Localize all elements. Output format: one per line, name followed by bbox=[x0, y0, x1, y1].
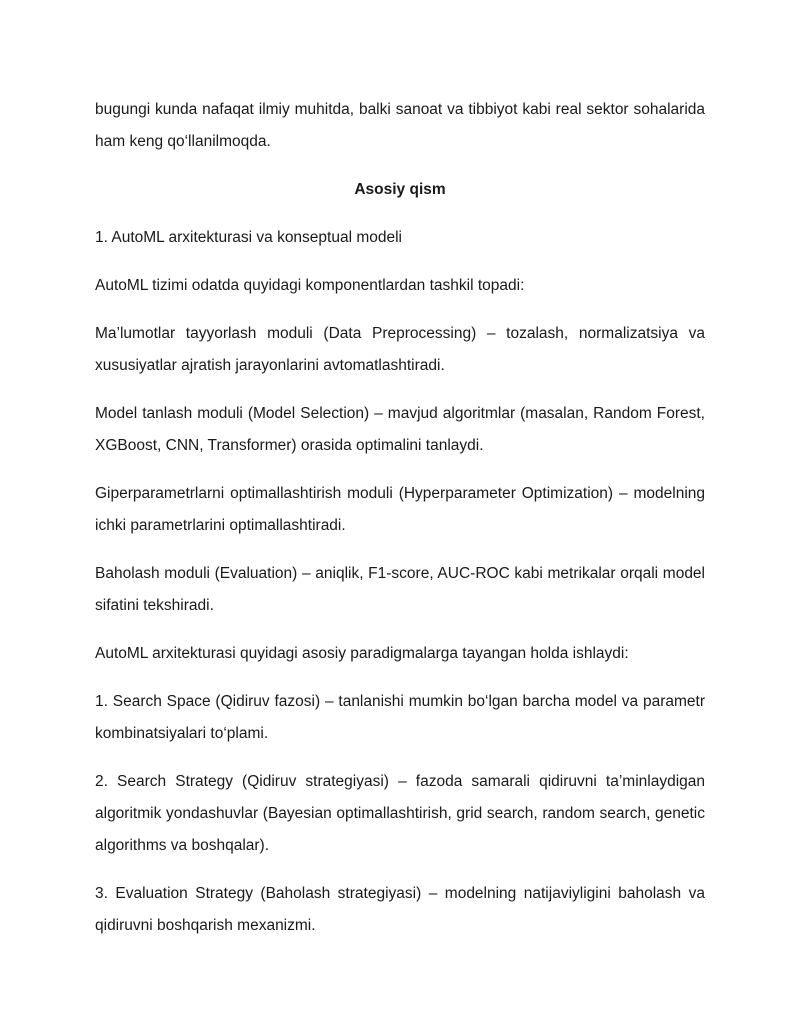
component-evaluation: Baholash moduli (Evaluation) – aniqlik, F1-score, AUC-ROC kabi metrikalar orqali model sifatini tekshiradi. bbox=[95, 565, 705, 614]
intro-paragraph-continuation: bugungi kunda nafaqat ilmiy muhitda, balki sanoat va tibbiyot kabi real sektor sohalarida ham keng qo‘llanilmoqda. bbox=[95, 101, 705, 150]
section-heading: Asosiy qism bbox=[354, 181, 446, 198]
paradigms-intro: AutoML arxitekturasi quyidagi asosiy paradigmalarga tayangan holda ishlaydi: bbox=[95, 645, 629, 662]
component-hyperparameter-optimization: Giperparametrlarni optimallashtirish moduli (Hyperparameter Optimization) – modelning ichki parametrlarini optimallashtiradi. bbox=[95, 485, 705, 534]
subsection-title: 1. AutoML arxitekturasi va konseptual modeli bbox=[95, 229, 403, 246]
paradigm-search-strategy: 2. Search Strategy (Qidiruv strategiyasi) – fazoda samarali qidiruvni ta’minlaydigan algoritmik yondashuvlar (Bayesian optimallashtirish, grid search, random search, genetic algorithms va boshqalar). bbox=[95, 773, 705, 854]
paradigm-search-space: 1. Search Space (Qidiruv fazosi) – tanlanishi mumkin bo‘lgan barcha model va parametr kombinatsiyalari to‘plami. bbox=[95, 693, 705, 742]
document-page bbox=[95, 94, 705, 958]
component-data-preprocessing: Ma’lumotlar tayyorlash moduli (Data Preprocessing) – tozalash, normalizatsiya va xususiyatlar ajratish jarayonlarini avtomatlashtiradi. bbox=[95, 325, 705, 374]
components-intro: AutoML tizimi odatda quyidagi komponentlardan tashkil topadi: bbox=[95, 277, 525, 294]
component-model-selection: Model tanlash moduli (Model Selection) – mavjud algoritmlar (masalan, Random Forest, XGBoost, CNN, Transformer) orasida optimalini tanlaydi. bbox=[95, 405, 705, 454]
paradigm-evaluation-strategy: 3. Evaluation Strategy (Baholash strategiyasi) – modelning natijaviyligini baholash va qidiruvni boshqarish mexanizmi. bbox=[95, 885, 705, 934]
